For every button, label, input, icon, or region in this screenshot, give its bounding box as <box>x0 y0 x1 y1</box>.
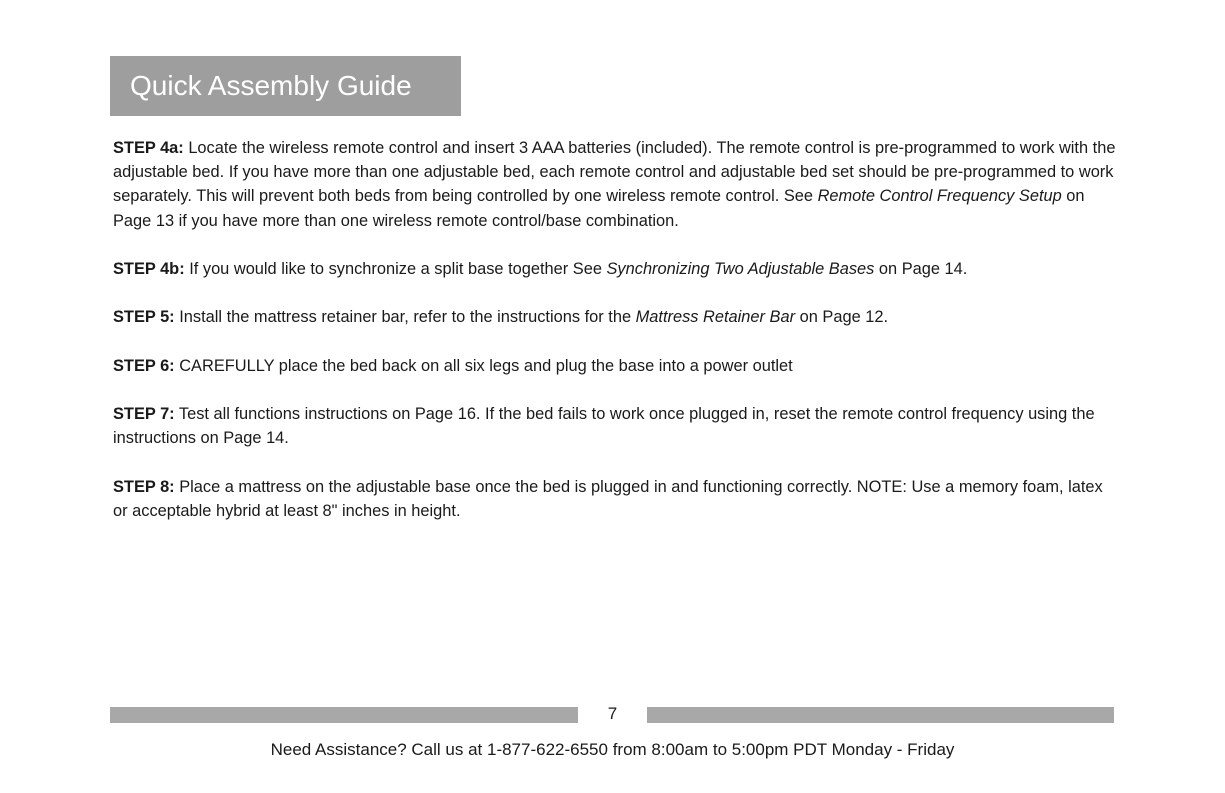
step-6 <box>113 354 1118 378</box>
footer-divider-right <box>647 707 1114 723</box>
step-text: on Page 14. <box>874 260 968 278</box>
assistance-footer: Need Assistance? Call us at 1-877-622-6550 from 8:00am to 5:00pm PDT Monday - Friday <box>270 740 955 759</box>
step-label: STEP 4a: <box>113 139 184 157</box>
steps-content <box>113 136 1118 547</box>
step-text: on Page 12. <box>795 308 889 327</box>
step-4a <box>113 136 1118 233</box>
step-4b <box>113 257 1118 281</box>
step-text: Locate the wireless remote control and insert 3 AAA batteries (included). The remote control is pre-programmed to work with the adjustable bed. If you have more than one adjustable bed, each remote control and adjustable bed set should be pre-programmed to work separately. This will prevent both beds from being controlled by one wireless remote control. See <box>113 139 1116 206</box>
step-label: STEP 6: <box>113 356 175 375</box>
step-label: STEP 8: <box>113 477 175 496</box>
step-text: on Page 13 if you have more than one wireless remote control/base combination. <box>113 187 1085 230</box>
page-title: Quick Assembly Guide <box>110 56 461 116</box>
step-label: STEP 7: <box>113 405 175 424</box>
step-text: Test all functions instructions on Page 16. If the bed fails to work once plugged in, reset the remote control frequency using the instructions on Page 14. <box>113 405 1095 448</box>
step-text: If you would like to synchronize a split base together See <box>184 260 607 278</box>
step-text: Install the mattress retainer bar, refer to the instructions for the <box>174 308 636 327</box>
step-text: CAREFULLY place the bed back on all six legs and plug the base into a power outlet <box>174 356 793 375</box>
step-5 <box>113 305 1118 329</box>
step-7 <box>113 402 1118 450</box>
step-label: STEP 5: <box>113 308 175 327</box>
step-text: Place a mattress on the adjustable base once the bed is plugged in and functioning correctly. NOTE: Use a memory foam, latex or acceptable hybrid at least 8" inches in height. <box>113 477 1103 520</box>
footer-divider-left <box>110 707 578 723</box>
step-reference: Mattress Retainer Bar <box>635 308 796 327</box>
step-8 <box>113 475 1118 523</box>
step-label: STEP 4b: <box>113 260 185 278</box>
page-number: 7 <box>607 704 618 723</box>
step-reference: Synchronizing Two Adjustable Bases <box>606 260 875 278</box>
step-reference: Remote Control Frequency Setup <box>817 187 1062 206</box>
